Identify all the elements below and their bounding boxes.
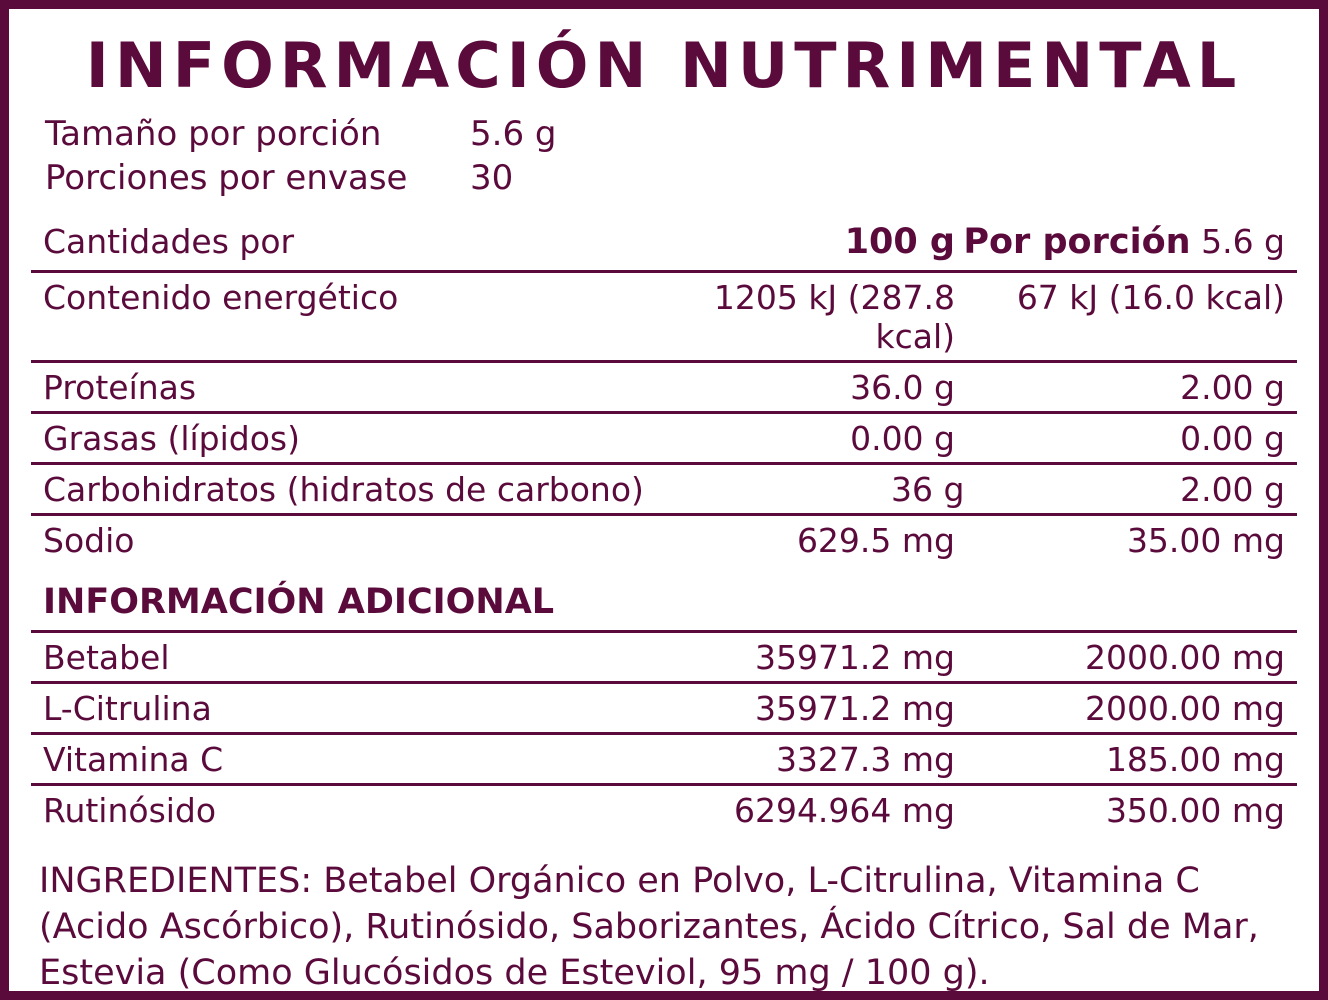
nutrient-name: Contenido energético [43, 278, 399, 318]
table-row [31, 414, 1297, 462]
additional-name: L-Citrulina [43, 689, 212, 729]
serving-size-row [9, 113, 1319, 157]
nutrient-name: Sodio [43, 521, 135, 561]
table-row [31, 735, 1297, 783]
additional-per-portion: 2000.00 mg [1084, 689, 1285, 729]
additional-per-100g: 6294.964 mg [733, 791, 955, 831]
nutrient-per-100g: 36.0 g [850, 368, 955, 408]
additional-per-portion: 2000.00 mg [1084, 638, 1285, 678]
additional-per-portion: 185.00 mg [1105, 740, 1285, 780]
column-portion-sub: 5.6 g [1201, 222, 1285, 262]
nutrient-per-100g: 0.00 g [850, 419, 955, 459]
nutrient-per-portion: 35.00 mg [1126, 521, 1285, 561]
nutrient-per-100g: 1205 kJ (287.8 kcal) [713, 278, 955, 357]
serving-size-label: Tamaño por porción [45, 114, 382, 154]
serving-size-value: 5.6 g [470, 114, 557, 154]
additional-info-table [9, 570, 1319, 834]
column-portion-header [955, 222, 1297, 262]
servings-per-container-label: Porciones por envase [45, 157, 408, 198]
nutrient-name: Proteínas [43, 368, 197, 408]
amounts-label: Cantidades por [43, 222, 295, 262]
nutrient-per-100g: 629.5 mg [796, 521, 955, 561]
table-header-row [31, 212, 1297, 270]
nutrient-per-portion: 2.00 g [1180, 470, 1285, 510]
additional-name: Betabel [43, 638, 170, 678]
table-row [31, 363, 1297, 411]
additional-name: Vitamina C [43, 740, 224, 780]
nutrient-per-portion: 0.00 g [1180, 419, 1285, 459]
table-row [31, 465, 1297, 513]
additional-per-100g: 35971.2 mg [754, 689, 955, 729]
serving-info [9, 113, 1319, 212]
additional-name: Rutinósido [43, 791, 217, 831]
table-row [31, 273, 1297, 360]
additional-per-100g: 3327.3 mg [775, 740, 955, 780]
additional-per-100g: 35971.2 mg [754, 638, 955, 678]
ingredients-text: INGREDIENTES: Betabel Orgánico en Polvo, L-Citrulina, Vitamina C (Acido Ascórbico), Rutinósido, Saborizantes, Ácido Cítrico, Sal de Mar, Estevia (Como Glucósidos de Esteviol, 95 mg / 100 g). [39, 861, 1259, 994]
column-100g-label: 100 g [844, 222, 955, 263]
table-row [31, 786, 1297, 834]
table-row [31, 516, 1297, 564]
nutrient-per-100g: 36 g [891, 470, 965, 510]
nutrient-name: Carbohidratos (hidratos de carbono) [43, 470, 644, 510]
nutrition-table [9, 212, 1319, 564]
nutrient-per-portion: 67 kJ (16.0 kcal) [1016, 278, 1285, 318]
servings-per-container-row [9, 157, 1319, 201]
table-row [31, 633, 1297, 681]
additional-info-title: INFORMACIÓN ADICIONAL [43, 582, 555, 623]
additional-per-portion: 350.00 mg [1105, 791, 1285, 831]
servings-per-container-value: 30 [470, 157, 514, 198]
page-title: INFORMACIÓN NUTRIMENTAL [85, 29, 1243, 102]
nutrient-per-portion: 2.00 g [1180, 368, 1285, 408]
column-portion-label: Por porción [963, 222, 1191, 263]
nutrient-name: Grasas (lípidos) [43, 419, 300, 459]
table-row [31, 684, 1297, 732]
